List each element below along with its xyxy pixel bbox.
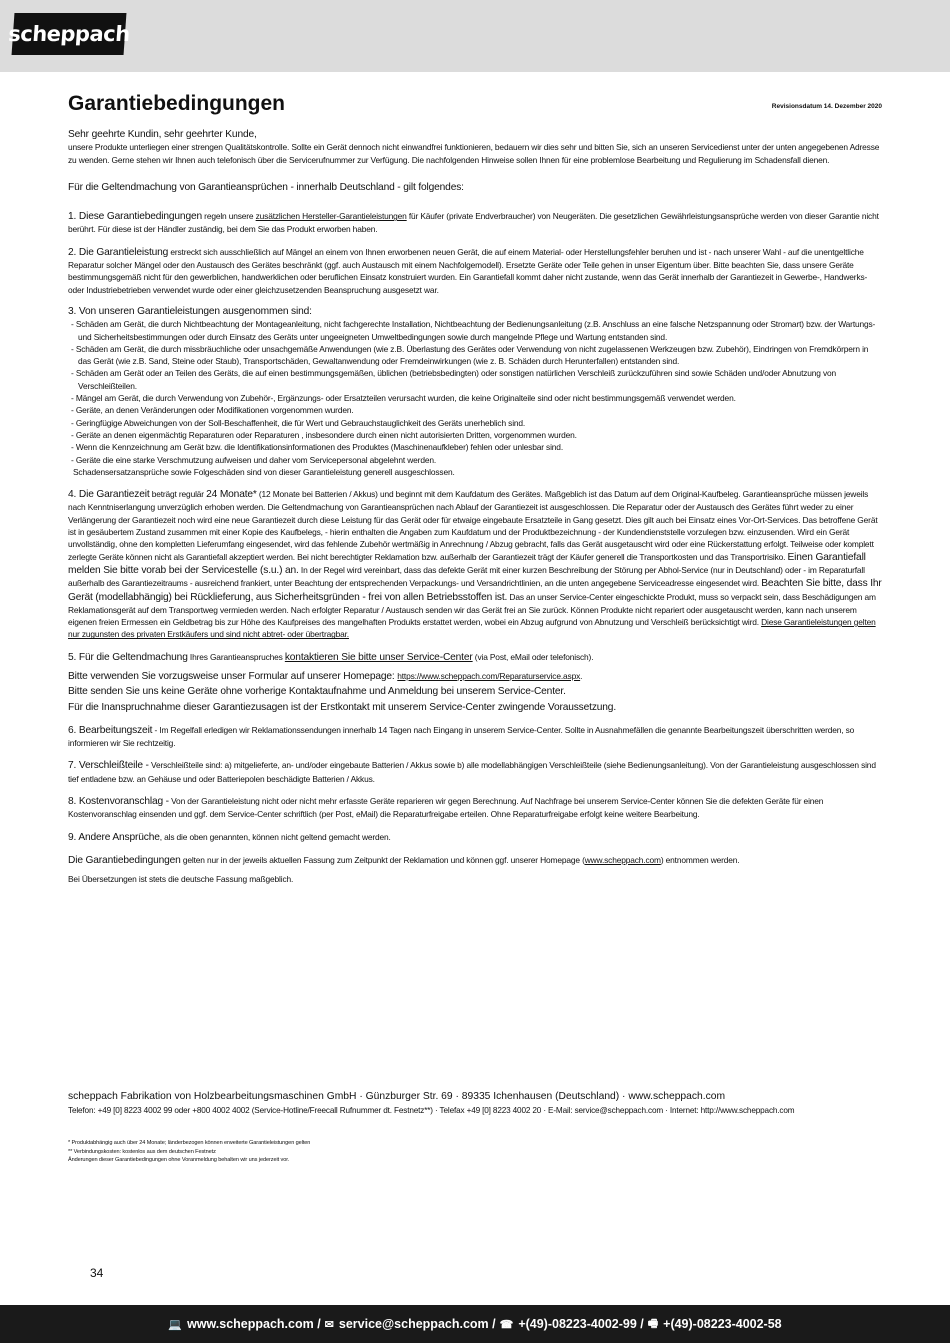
section-4-notice: Einen Garantiefall melden Sie bitte vorab bei der Servicestelle (s.u.) an.: [68, 551, 866, 576]
section-1-text: regeln unsere: [202, 211, 256, 222]
section-5-underlined: kontaktieren Sie bitte unser Service-Center: [284, 651, 473, 663]
warranty-content: [68, 129, 882, 886]
section-4: [68, 488, 882, 641]
footnote: ** Verbindungskosten: kostenlos aus dem deutschen Festnetz: [68, 1148, 216, 1155]
phone-number[interactable]: +(49)-08223-4002-99 /: [518, 1317, 644, 1331]
section-4-text-3: In der Regel wird vereinbart, dass das defekte Gerät mit einer kurzen Beschreibung der Störung per Abhol-Service (nur in Deutschland) oder - im Reparaturfall außerhalb des Garantiezeitraums - ausreichend frankiert, unter Beachtung der entsprechenden Verpackungs- und Versandrichtlinien, an die unten angegebene Serviceadresse eingesendet wird.: [68, 564, 865, 589]
repair-service-link[interactable]: https://www.scheppach.com/Reparaturservice.aspx: [397, 670, 581, 681]
section-6-lead: 6. Bearbeitungszeit: [68, 724, 153, 736]
section-4-underlined: Diese Garantieleistungen gelten nur zugunsten des privaten Erstkäufers und sind nicht abtret- oder übertragbar.: [68, 617, 876, 640]
section-5-form-text: Bitte verwenden Sie vorzugsweise unser Formular auf unserer Homepage:: [68, 670, 398, 682]
scope-line: Für die Geltendmachung von Garantieansprüchen - innerhalb Deutschland - gilt folgendes:: [68, 181, 464, 193]
section-9-text: , als die oben genannten, können nicht geltend gemacht werden.: [159, 831, 391, 842]
section-1: [68, 210, 882, 236]
salutation: Sehr geehrte Kundin, sehr geehrter Kunde,: [68, 129, 257, 140]
section-7-lead: 7. Verschleißteile -: [68, 760, 149, 772]
list-item: - Geräte die eine starke Verschmutzung aufweisen und daher vom Servicepersonal abgelehnt werden.: [71, 454, 437, 465]
closing-paragraph: [68, 854, 882, 867]
contact-line: Telefon: +49 [0] 8223 4002 99 oder +800 4002 4002 (Service-Hotline/Freecall Rufnummer dt. Festnetz**) · Telefax +49 [0] 8223 4002 20 · E-Mail: service@scheppach.com · Internet: http://www.scheppach.com: [68, 1106, 795, 1115]
section-4-lead: 4. Die Garantiezeit: [68, 489, 150, 501]
page-number: 34: [90, 1266, 104, 1280]
section-5-lead: 5. Für die Geltendmachung: [68, 651, 188, 663]
section-3-closing: Schadensersatzansprüche sowie Folgeschäden sind von dieser Garantieleistung generell ausgeschlossen.: [73, 466, 455, 477]
revision-date: Revisionsdatum 14. Dezember 2020: [771, 103, 882, 110]
section-3-lead: 3. Von unseren Garantieleistungen ausgenommen sind:: [68, 305, 312, 317]
section-5-line-2: Bitte senden Sie uns keine Geräte ohne vorherige Kontaktaufnahme und Anmeldung bei unserem Service-Center.: [68, 686, 566, 698]
section-2-text: erstreckt sich ausschließlich auf Mängel an einem von Ihnen erworbenen neuen Gerät, die auf einem Material- oder Herstellungsfehler beruhen und ist - nach unserer Wahl - auf die unentgeltliche Reparatur solcher Mängel oder den Austausch des Gerätes beschränkt (ggf. auch Austausch mit einem Nachfolgemodell). Ersetzte Geräte oder Teile gehen in unser Eigentum über. Bitte beachten Sie, dass unsere Geräte bestimmungsgemäß nicht für den gewerblichen, handwerklichen oder beruflichen Einsatz konstruiert wurden. Ein Garantiefall kommt daher nicht zustande, wenn das Gerät innerhalb der Garantiezeit in Gewerbe-, Handwerks- oder Industriebetrieben verwendet wurde oder einer gleichzusetzenden Beanspruchung ausgesetzt war.: [68, 246, 868, 295]
list-item: - Geringfügige Abweichungen von der Soll-Beschaffenheit, die für Wert und Gebrauchstauglichkeit des Geräts unerheblich sind.: [71, 417, 526, 428]
phone-icon: ☎: [499, 1318, 514, 1331]
website-link[interactable]: www.scheppach.com /: [187, 1317, 321, 1331]
footnote: * Produktabhängig auch über 24 Monate; länderbezogen können erweiterte Garantieleistungen gelten: [68, 1140, 311, 1146]
fax-icon: 🖷: [647, 1317, 659, 1330]
section-8-text: Von der Garantieleistung nicht oder nicht mehr erfasste Geräte reparieren wir gegen Berechnung. Auf Nachfrage bei unserem Service-Center können Sie die defekten Geräte für einen Kostenvoranschlag einsenden und ggf. dem Service-Center schriftlich (per Post, eMail) die Reparaturfreigabe erteilen. Ohne Reparaturfreigabe erfolgt keine weitere Bearbeitung.: [68, 796, 824, 820]
section-9: [68, 831, 882, 844]
page-title: Garantiebedingungen: [68, 92, 286, 115]
list-item: - Geräte an denen eigenmächtig Reparaturen oder Reparaturen , insbesondere durch einen nicht autorisierten Dritten, vorgenommen wurden.: [71, 429, 577, 440]
section-8: [68, 795, 882, 821]
footnote: Änderungen dieser Garantiebedingungen ohne Voranmeldung behalten wir uns jederzeit vor.: [68, 1157, 290, 1163]
section-6: [68, 724, 882, 750]
section-3-list: [68, 318, 882, 466]
translation-note: Bei Übersetzungen ist stets die deutsche Fassung maßgeblich.: [68, 874, 294, 885]
section-6-text: - Im Regelfall erledigen wir Reklamationssendungen innerhalb 14 Tagen nach Eingang in unserem Service-Center. Sollte in Ausnahmefällen die genannte Bearbeitungszeit überschritten werden, so informieren wir Sie rechtzeitig.: [68, 724, 855, 749]
fax-number: +(49)-08223-4002-58: [663, 1317, 782, 1331]
email-link[interactable]: service@scheppach.com /: [338, 1317, 496, 1331]
section-4-text: beträgt regulär: [149, 489, 207, 500]
list-item: - Mängel am Gerät, die durch Verwendung von Zubehör-, Ergänzungs- oder Ersatzteilen verursacht wurden, die keine Originalteile sind oder nicht bestimmungsgemäß verwendet werden.: [71, 393, 736, 404]
section-7: [68, 759, 882, 785]
company-address: scheppach Fabrikation von Holzbearbeitungsmaschinen GmbH · Günzburger Str. 69 · 89335 Ichenhausen (Deutschland) · www.scheppach.com: [68, 1091, 726, 1102]
intro-paragraph: unsere Produkte unterliegen einer strengen Qualitätskontrolle. Sollte ein Gerät dennoch nicht einwandfrei funktionieren, bedauern wir dies sehr und bitten Sie, sich an unseren Servicedienst unter der unten angegebenen Adresse zu wenden. Gerne stehen wir Ihnen auch telefonisch über die Servicerufnummer zur Verfügung. Die nachfolgenden Hinweise sollen Ihnen für eine problemlose Bearbeitung und Regulierung im Schadensfall dienen.: [68, 142, 880, 165]
section-5-line-3: Für die Inanspruchnahme dieser Garantiezusagen ist der Erstkontakt mit unserem Service-Center zwingende Voraussetzung.: [68, 701, 616, 713]
list-item: - Schäden am Gerät, die durch Nichtbeachtung der Montageanleitung, nicht fachgerechte Installation, Nichtbeachtung der Bedienungsanleitung (z.B. Anschluss an eine falsche Netzspannung oder Stromart) bzw. der Wartungs- und Sicherheitsbestimmungen oder durch Einsatz des Geräts unter ungeeigneten Umweltbedingungen sowie durch mangelnde Pflege und Wartung entstanden sind.: [71, 319, 876, 342]
list-item: - Wenn die Kennzeichnung am Gerät bzw. die Identifikationsinformationen des Produktes (Maschinenaufkleber) fehlen oder unlesbar sind.: [71, 442, 563, 453]
section-5-text: Ihres Garantieanspruches: [187, 651, 285, 662]
list-item: - Schäden am Gerät, die durch missbräuchliche oder unsachgemäße Anwendungen (wie z.B. Überlastung des Gerätes oder Verwendung von nicht zugelassenen Werkzeugen bzw. Zubehör), Eindringen von Fremdkörpern in das Gerät (wie z.B. Sand, Steine oder Staub), Transportschäden, Gewaltanwendung oder Fremdeinwirkungen (wie z. B. Schäden durch Herunterfallen) entstanden sind.: [71, 343, 869, 367]
section-2-lead: 2. Die Garantieleistung: [68, 246, 169, 258]
section-5-text-2: (via Post, eMail oder telefonisch).: [472, 651, 594, 662]
section-2: [68, 246, 882, 296]
section-5: [68, 651, 882, 664]
header-bar: [0, 0, 950, 72]
list-item: - Geräte, an denen Veränderungen oder Modifikationen vorgenommen wurden.: [71, 405, 354, 416]
footnotes: [68, 1139, 310, 1165]
section-9-lead: 9. Andere Ansprüche: [68, 831, 160, 843]
section-7-text: Verschleißteile sind: a) mitgelieferte, an- und/oder eingebaute Batterien / Akkus sowie b) alle modellabhängigen Verschleißteile (siehe Bedienungsanleitung). Von der Garantieleistung ausgeschlossen sind tief entladene bzw. an Gehäuse und oder Batteriepolen beschädigte Batterien / Akkus.: [68, 760, 876, 784]
closing-text: gelten nur in der jeweils aktuellen Fassung zum Zeitpunkt der Reklamation und können ggf. unserer Homepage (: [180, 854, 585, 865]
mail-icon: ✉: [324, 1318, 334, 1331]
closing-text-2: ) entnommen werden.: [660, 854, 740, 865]
section-4-text-4: Das an unser Service-Center eingeschickte Produkt, muss so verpackt sein, dass Beschädigungen am Reklamationsgerät auf dem Transportweg vermieden werden. Nach erfolgter Reparatur / Austausch senden wir das Gerät frei an Sie zurück. Können Produkte nicht repariert oder ausgetauscht werden, kann nach unserem eigenen freien Ermessen ein Geldbetrag bis zur Höhe des Kaufpreises des mangelhaften Produkts erstattet werden, wobei ein Abzug aufgrund von Abnutzung und Verschleiß berücksichtigt wird.: [68, 591, 876, 628]
homepage-link[interactable]: www.scheppach.com: [584, 854, 661, 865]
section-4-text-2: (12 Monate bei Batterien / Akkus) und beginnt mit dem Kaufdatum des Gerätes. Maßgeblich ist das Datum auf dem Original-Kaufbeleg. Garantieansprüche müssen jeweils nach Kenntniserlangung unverzüglich erhoben werden. Die Geltendmachung von Garantieansprüchen nach Ablauf der Garantiezeit ist ausgeschlossen. Die Reparatur oder der Austausch des Gerätes führt weder zu einer Verlängerung der Garantiezeit noch wird eine neue Garantiezeit durch diese Leistung für das Gerät oder für etwaige eingebaute Ersatzteile in Gang gesetzt. Dies gilt auch bei Einsatz eines Vor-Ort-Services. Das betroffene Gerät ist in gesäubertem Zustand zusammen mit einer Kopie des Kaufbelegs, - hierin enthalten die Angaben zum Kaufdatum und der Produktbezeichnung - der Kundendienststelle vorzulegen bzw. einzusenden. Wird ein Gerät unvollständig, ohne den kompletten Lieferumfang eingesendet, wird das fehlende Zubehör wertmäßig in Anrechnung / Abzug gebracht, falls das Gerät ausgetauscht wird oder eine Rückerstattung erfolgt. Teilweise oder komplett zerlegte Geräte können nicht als Garantiefall akzeptiert werden. Bei nicht berechtigter Reklamation bzw. außerhalb der Garantiezeit trägt der Käufer generell die Transportkosten und das Transportrisiko.: [68, 489, 878, 562]
scheppach-logo[interactable]: scheppach: [12, 13, 127, 55]
computer-icon: 💻: [168, 1318, 183, 1331]
closing-lead: Die Garantiebedingungen: [68, 854, 181, 866]
section-1-text-2: für Käufer (private Endverbraucher) von Neugeräten. Die gesetzlichen Gewährleistungsansprüche werden von dieser Garantie nicht berührt. Für diese ist der Händler zuständig, bei dem Sie das Produkt erworben haben.: [68, 211, 879, 235]
section-1-underlined: zusätzlichen Hersteller-Garantieleistungen: [255, 211, 407, 222]
bottom-contact-bar: [0, 1305, 950, 1343]
section-5-form-line: [68, 670, 882, 683]
section-1-lead: 1. Diese Garantiebedingungen: [68, 211, 202, 223]
section-4-notice-2: Beachten Sie bitte, dass Ihr Gerät (modellabhängig) bei Rücklieferung, aus Sicherheitsgründen - frei von allen Betriebsstoffen ist.: [68, 578, 882, 603]
section-4-months: 24 Monate*: [206, 489, 257, 501]
section-8-lead: 8. Kostenvoranschlag -: [68, 796, 169, 808]
section-5-form-end: .: [580, 670, 583, 681]
list-item: - Schäden am Gerät oder an Teilen des Geräts, die auf einen bestimmungsgemäßen, üblichen (betriebsbedingten) oder sonstigen natürlichen Verschleiß zurückzuführen sind sowie Schäden und/oder Abnutzung von Verschleißteilen.: [71, 368, 837, 391]
